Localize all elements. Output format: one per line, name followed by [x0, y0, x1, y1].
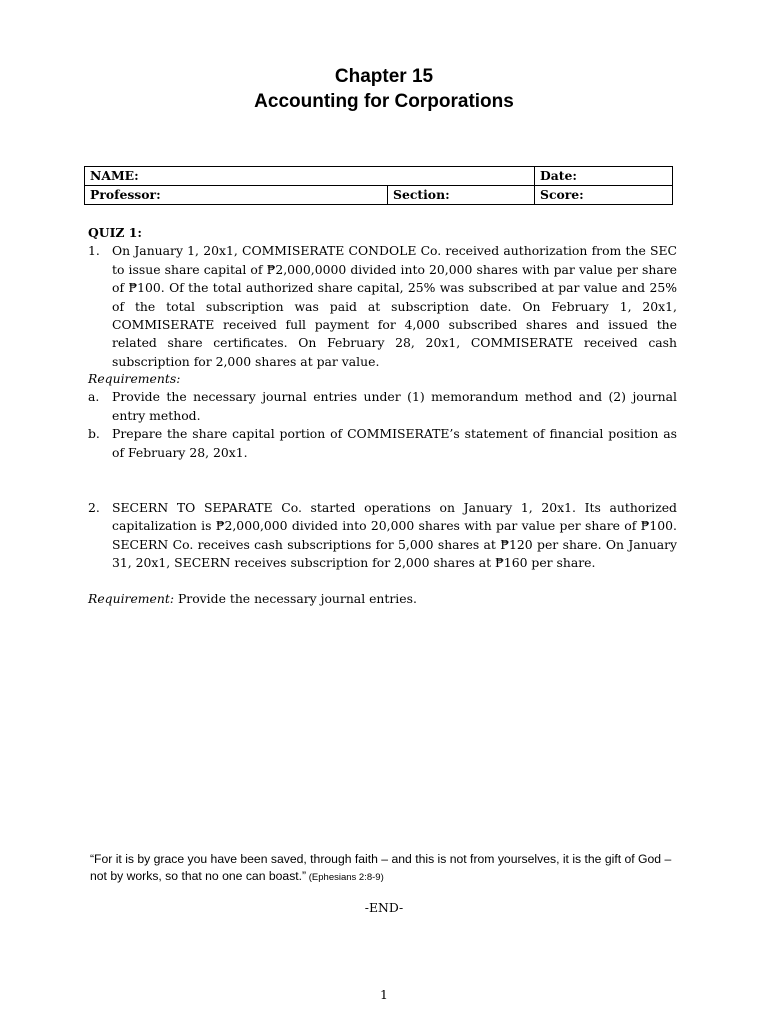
quote-text: “For it is by grace you have been saved, through faith – and this is not from yourselves, it is the gift of God – not by works, so that no one can boast.”	[90, 852, 672, 883]
name-field-label: NAME:	[85, 167, 535, 186]
requirement-b	[88, 425, 677, 462]
problem-1-text: On January 1, 20x1, COMMISERATE CONDOLE Co. received authorization from the SEC to issue share capital of ₱2,000,0000 divided into 20,000 shares with par value per share of ₱100. Of the total authorized share capital, 25% was subscribed at par value and 25% of the total subscription was paid at subscription date. On February 1, 20x1, COMMISERATE received full payment for 4,000 subscribed shares and issued the related share certificates. On February 28, 20x1, COMMISERATE received cash subscription for 2,000 shares at par value.	[112, 243, 677, 369]
requirement-a-text: Provide the necessary journal entries under (1) memorandum method and (2) journal entry method.	[112, 389, 677, 423]
table-row	[85, 167, 673, 186]
chapter-heading: Chapter 15	[334, 66, 434, 87]
requirement-b-text: Prepare the share capital portion of COMMISERATE’s statement of financial position as of February 28, 20x1.	[112, 426, 677, 460]
section-field-label: Section:	[388, 186, 535, 205]
date-field-label: Date:	[535, 167, 673, 186]
end-marker: -END-	[364, 900, 404, 915]
problem-2-text: SECERN TO SEPARATE Co. started operations on January 1, 20x1. Its authorized capitalization is ₱2,000,000 divided into 20,000 shares with par value per share of ₱100. SECERN Co. receives cash subscriptions for 5,000 shares at ₱120 per share. On January 31, 20x1, SECERN receives subscription for 2,000 shares at ₱160 per share.	[112, 500, 677, 571]
problem-2-number: 2.	[88, 500, 100, 515]
score-field-label: Score:	[535, 186, 673, 205]
quote-reference: (Ephesians 2:8-9)	[306, 872, 384, 883]
quiz-heading: QUIZ 1:	[88, 225, 142, 240]
student-info-table	[84, 166, 673, 205]
requirement-a	[88, 388, 677, 425]
requirement-b-letter: b.	[88, 426, 100, 442]
page-number: 1	[380, 987, 388, 1002]
bible-quote	[90, 851, 680, 886]
professor-field-label: Professor:	[85, 186, 388, 205]
chapter-title: Accounting for Corporations	[254, 91, 514, 112]
problem-2	[88, 499, 677, 573]
problem-1-number: 1.	[88, 243, 100, 259]
requirement-2-text: Provide the necessary journal entries.	[174, 591, 417, 606]
requirements-section	[88, 370, 677, 462]
requirement-a-letter: a.	[88, 389, 100, 405]
requirements-label: Requirements:	[88, 371, 181, 386]
requirement-2	[88, 590, 677, 608]
problem-1	[88, 242, 677, 371]
table-row	[85, 186, 673, 205]
requirement-2-label: Requirement:	[88, 591, 175, 606]
quiz-section	[88, 224, 677, 371]
